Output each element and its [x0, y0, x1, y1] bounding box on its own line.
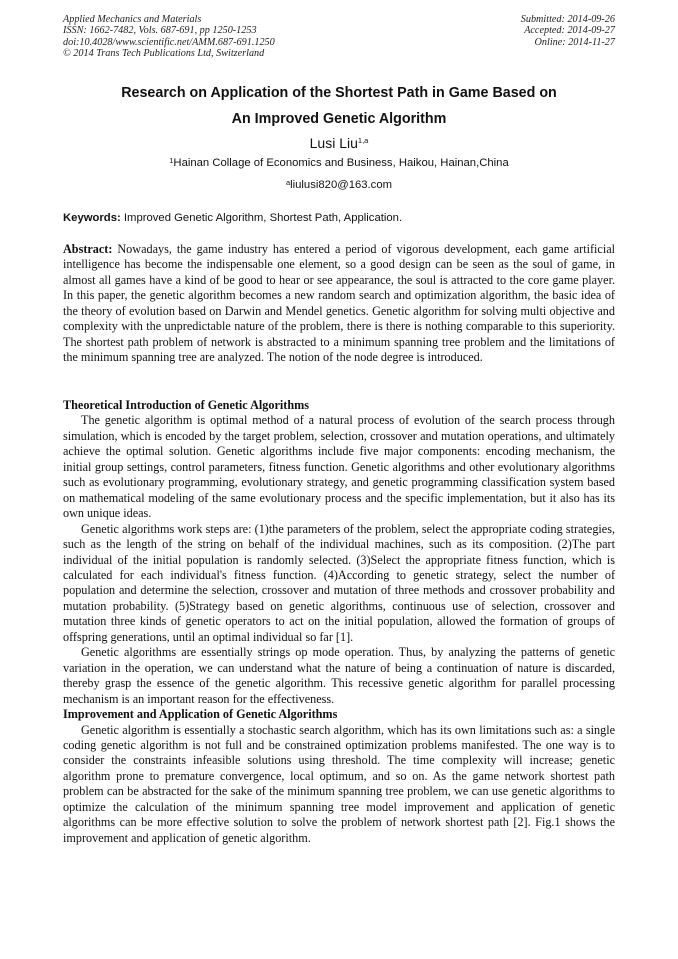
section1-paragraph-2: Genetic algorithms work steps are: (1)the parameters of the problem, select the appropriate coding strategies, such as the length of the string on behalf of the individual machines, such as its composition. (2)The part individual of the initial population is randomly selected. (3)Select the appropriate fitness function, which is calculated for each individual's fitness function. (4)According to genetic strategy, select the number of population and determine the selection, crossover and mutation of three methods and crossover probability and mutation probability. (5)Strategy based on genetic algorithms, continuous use of selection, crossover and mutation three kinds of genetic operators to act on the initial population, allowed the formation of groups of offspring generations, until an optimal individual so far [1].	[63, 521, 615, 644]
accepted-date: Accepted: 2014-09-27	[524, 25, 615, 37]
keywords-text: Improved Genetic Algorithm, Shortest Path, Application.	[120, 212, 403, 224]
abstract-label: Abstract:	[63, 242, 113, 256]
paper-title	[63, 80, 615, 132]
main-body	[63, 398, 615, 846]
email-address: liulusi820@163.com	[290, 179, 393, 191]
journal-header-left	[63, 14, 275, 60]
abstract	[63, 242, 615, 366]
title-line-2: An Improved Genetic Algorithm	[231, 111, 447, 127]
author-line	[63, 134, 615, 152]
author-superscript: 1,a	[357, 136, 369, 145]
copyright-line: © 2014 Trans Tech Publications Ltd, Switzerland	[63, 48, 265, 60]
section1-paragraph-3: Genetic algorithms are essentially strings op mode operation. Thus, by analyzing the patterns of genetic variation in the operation, we can understand what the nature of being a continuation of nature is discarded, thereby grasp the essence of the genetic algorithm. This recessive genetic algorithm for parallel processing mechanism is an important reason for the effectiveness.	[63, 645, 615, 706]
doi-line: doi:10.4028/www.scientific.net/AMM.687-691.1250	[63, 36, 275, 48]
submitted-date: Submitted: 2014-09-26	[520, 14, 615, 25]
affiliation-line	[63, 155, 615, 171]
online-date: Online: 2014-11-27	[534, 36, 615, 48]
keywords-label: Keywords:	[63, 212, 121, 224]
abstract-text: Nowadays, the game industry has entered a period of vigorous development, each game artificial intelligence has become the indispensable one element, so a good design can be seen as the soul of game, in almost all games have a kind of be good to hear or see appearance, the soul is attracted to the core game player. In this paper, the genetic algorithm becomes a new random search and optimization algorithm, the basic idea of the theory of evolution based on Darwin and Mendel genetics. Genetic algorithm for solving multi objective and complexity with the unpredictable nature of the problem, there is there is nothing comparable to this superiority. The shortest path problem of network is abstracted to a minimum spanning tree problem and the limitations of the minimum spanning tree are analyzed. The notion of the node degree is introduced.	[63, 242, 615, 365]
journal-name: Applied Mechanics and Materials	[63, 14, 202, 25]
email-superscript: a	[285, 178, 291, 187]
affiliation-superscript: 1	[169, 156, 174, 165]
keywords	[63, 211, 615, 226]
issn-line: ISSN: 1662-7482, Vols. 687-691, pp 1250-1253	[63, 25, 257, 37]
section2-paragraph-1: Genetic algorithm is essentially a stochastic search algorithm, which has its own limitations such as: a single coding genetic algorithm is not full and be constrained optimization problems manifested. The one way is to consider the constraints infeasible solutions using threshold. The time complexity will increase; genetic algorithm prone to premature convergence, local optimum, and so on. As the game network shortest path problem can be abstracted for the sake of the minimum spanning tree problem, we can use genetic algorithms to optimize the calculation of the minimum spanning tree model improvement and application of genetic algorithms can be more effective solution to solve the problem of network shortest path [2]. Fig.1 shows the improvement and application of genetic algorithm.	[63, 722, 615, 845]
title-line-1: Research on Application of the Shortest Path in Game Based on	[121, 85, 557, 101]
author-name: Lusi Liu	[309, 135, 358, 151]
affiliation-text: Hainan Collage of Economics and Business, Haikou, Hainan,China	[173, 157, 509, 169]
email-line	[63, 177, 615, 193]
journal-header-right	[521, 14, 615, 48]
section-heading-improvement: Improvement and Application of Genetic Algorithms	[63, 707, 338, 722]
section-heading-theoretical: Theoretical Introduction of Genetic Algorithms	[63, 398, 309, 412]
section1-paragraph-1: The genetic algorithm is optimal method of a natural process of evolution of the search process through simulation, which is encoded by the target problem, selection, crossover and mutation operations, and ultimately achieve the optimal solution. Genetic algorithms include five major components: encoding mechanism, the initial group settings, control parameters, fitness function. Genetic algorithms and other evolutionary algorithms such as evolutionary programming, evolutionary strategy, and genetic programming classification system based on mathematical modeling of the same evolutionary process and the specific implementation, but it also has its own unique ideas.	[63, 413, 615, 521]
